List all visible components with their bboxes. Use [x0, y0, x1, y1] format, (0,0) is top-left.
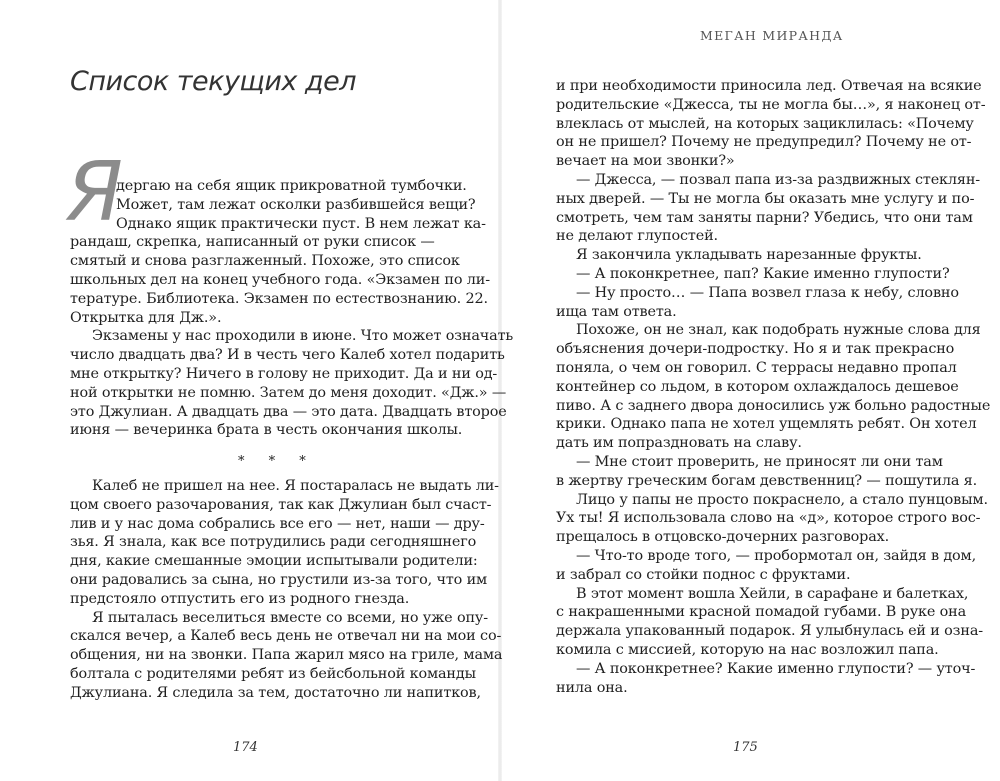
text-line: смятый и снова разглаженный. Похоже, это список [70, 253, 460, 269]
text-line: — Джесса, — позвал папа из-за раздвижных стеклян- [576, 172, 980, 188]
text-line: Лицо у папы не просто покраснело, а стало пунцовым. [576, 492, 988, 508]
text-line: — Мне стоит проверить, не приносят ли они там [576, 454, 943, 470]
text-line: Я пыталась веселиться вместе со всеми, но уже опу- [92, 610, 488, 626]
text-line: ища там ответа. [556, 304, 677, 320]
text-line: влеклась от мыслей, на которых зациклилась: «Почему [556, 116, 974, 132]
text-line: зья. Я знала, как все потрудились ради сегодняшнего [70, 534, 477, 550]
text-line: школьных дел на конец учебного года. «Экзамен по ли- [70, 272, 490, 288]
text-line: не делают глупостей. [556, 228, 718, 244]
text-line: Открытка для Дж.». [70, 310, 222, 326]
text-line: болтала с родителями ребят из бейсбольной команды [70, 666, 476, 682]
text-line: дня, какие смешанные эмоции испытывали родители: [70, 553, 478, 569]
text-line: смотреть, чем там заняты парни? Убедись, что они там [556, 210, 973, 226]
page-number-right: 175 [733, 740, 758, 755]
text-line: предстояло отпустить его из родного гнезда. [70, 591, 410, 607]
text-line: — А поконкретнее, пап? Какие именно глупости? [576, 266, 950, 282]
text-line: вечает на мои звонки?» [556, 153, 735, 169]
text-line: — Что-то вроде того, — пробормотал он, зайдя в дом, [576, 548, 977, 564]
text-line: Джулиана. Я следила за тем, достаточно ли напитков, [70, 685, 481, 701]
text-line: держала упакованный подарок. Я улыбнулась ей и озна- [556, 623, 983, 639]
text-line: пиво. А с заднего двора доносились уж больно радостные [556, 398, 991, 414]
text-line: дергаю на себя ящик прикроватной тумбочки. [116, 178, 467, 194]
running-head: МЕГАН МИРАНДА [700, 28, 844, 43]
text-line: Ух ты! Я использовала слово на «д», которое строго вос- [556, 510, 981, 526]
text-line: Однако ящик практически пуст. В нем лежат ка- [116, 216, 486, 232]
text-line: лив и у нас дома собрались все его — нет, наши — дру- [70, 516, 485, 532]
text-line: они радовались за сына, но грустили из-за того, что им [70, 572, 488, 588]
text-line: Может, там лежат осколки разбившейся вещи? [116, 197, 476, 213]
section-separator: * * * [238, 454, 316, 469]
text-line: тературе. Библиотека. Экзамен по естествознанию. 22. [70, 291, 488, 307]
drop-cap: Я [66, 145, 123, 240]
text-line: комила с миссией, которую на нас возложил папа. [556, 642, 939, 658]
text-line: ной открытки не помню. Затем до меня доходит. «Дж.» — [70, 385, 507, 401]
text-line: мне открытку? Ничего в голову не приходит. Да и ни од- [70, 366, 498, 382]
text-line: и при необходимости приносила лед. Отвечая на всякие [556, 78, 982, 94]
text-line: рандаш, скрепка, написанный от руки список — [70, 234, 435, 250]
text-line: дать им попраздновать на славу. [556, 435, 802, 451]
text-line: — Ну просто… — Папа возвел глаза к небу, словно [576, 285, 959, 301]
text-line: прещалось в отцовско-дочерних разговорах. [556, 529, 890, 545]
text-line: он не пришел? Почему не предупредил? Почему не от- [556, 134, 972, 150]
text-line: поняла, о чем он говорил. С террасы недавно пропал [556, 360, 957, 376]
page-number-left: 174 [233, 740, 258, 755]
text-line: контейнер со льдом, в котором охлаждалось дешевое [556, 379, 959, 395]
text-line: ных дверей. — Ты не могла бы оказать мне услугу и по- [556, 191, 975, 207]
text-line: объяснения дочери-подростку. Но я и так прекрасно [556, 341, 955, 357]
text-line: нила она. [556, 680, 628, 696]
text-line: родительские «Джесса, ты не могла бы…», я наконец от- [556, 97, 986, 113]
text-line: июня — вечеринка брата в честь окончания школы. [70, 422, 463, 438]
text-line: цом своего разочарования, так как Джулиан был счаст- [70, 497, 492, 513]
text-line: Экзамены у нас проходили в июне. Что может означать [92, 328, 514, 344]
text-line: число двадцать два? И в честь чего Калеб хотел подарить [70, 347, 505, 363]
text-line: В этот момент вошла Хейли, в сарафане и балетках, [576, 586, 969, 602]
text-line: крики. Однако папа не хотел ущемлять ребят. Он хотел [556, 416, 977, 432]
text-line: с накрашенными красной помадой губами. В руке она [556, 604, 967, 620]
chapter-title: Список текущих дел [70, 66, 357, 97]
text-line: Я закончила укладывать нарезанные фрукты. [576, 247, 922, 263]
text-line: скался вечер, а Калеб весь день не отвечал ни на мои со- [70, 628, 502, 644]
text-line: общения, ни на звонки. Папа жарил мясо на гриле, мама [70, 647, 503, 663]
text-line: и забрал со стойки поднос с фруктами. [556, 567, 851, 583]
text-line: это Джулиан. А двадцать два — это дата. Двадцать второе [70, 404, 507, 420]
text-line: в жертву греческим богам девственниц? — пошутила я. [556, 473, 978, 489]
text-line: Похоже, он не знал, как подобрать нужные слова для [576, 322, 981, 338]
text-line: — А поконкретнее? Какие именно глупости? — уточ- [576, 661, 976, 677]
text-line: Калеб не пришел на нее. Я постаралась не выдать ли- [92, 478, 499, 494]
